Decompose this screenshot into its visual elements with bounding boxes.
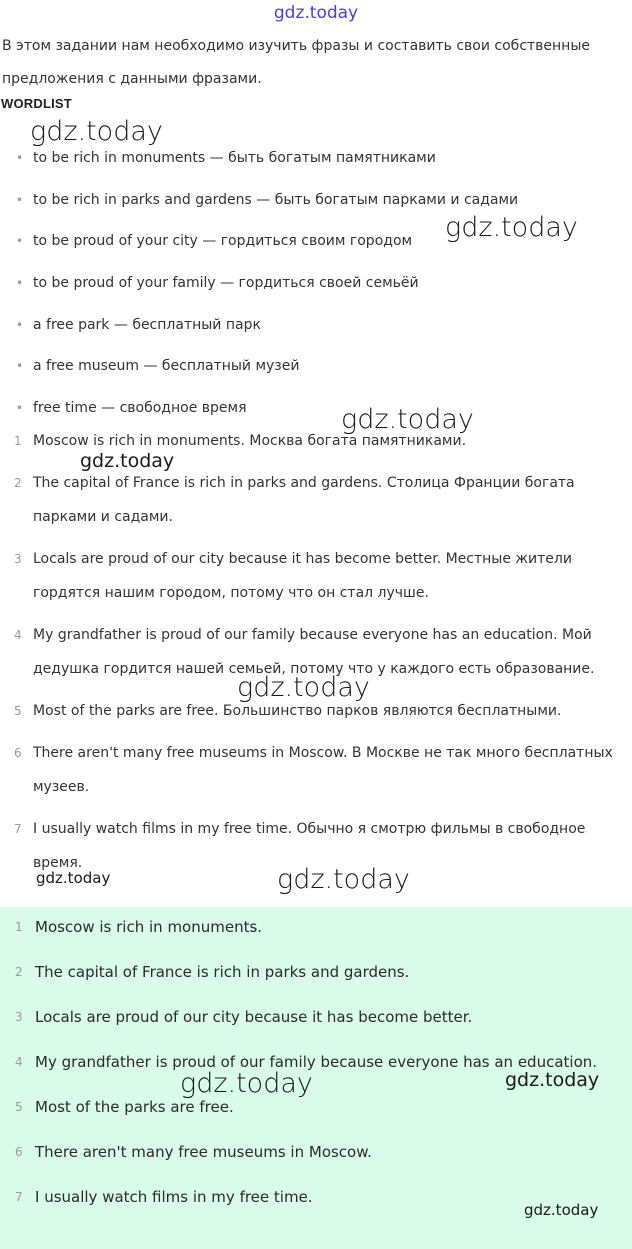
answer-text: My grandfather is proud of our family because everyone has an education. <box>35 1053 598 1071</box>
sentence-text: Most of the parks are free. Большинство парков являются бесплатными. <box>33 703 562 719</box>
wordlist-item-text: to be rich in monuments — быть богатым памятниками <box>33 150 436 166</box>
answer-number: 3 <box>15 1010 23 1024</box>
bullet-icon: • <box>16 276 24 291</box>
sentence-item <box>0 466 632 534</box>
sentence-text: There aren't many free museums in Moscow. В Москве не так много бесплатных музеев. <box>33 745 613 795</box>
watermark: gdz.today <box>505 1069 600 1091</box>
answer-item <box>0 909 632 945</box>
answer-number: 5 <box>15 1100 23 1114</box>
bullet-icon: • <box>16 234 24 249</box>
task-intro: В этом задании нам необходимо изучить фразы и составить свои собственные предложения с данными фразами. <box>2 38 591 87</box>
wordlist <box>0 138 632 430</box>
sentence-text: Moscow is rich in monuments. Москва богата памятниками. <box>33 433 467 449</box>
sentence-text: I usually watch films in my free time. Обычно я смотрю фильмы в свободное время. <box>33 821 586 871</box>
wordlist-heading: WORDLIST <box>1 96 72 111</box>
wordlist-item-text: free time — свободное время <box>33 400 247 417</box>
answer-text: I usually watch films in my free time. <box>35 1188 313 1206</box>
bullet-icon: • <box>16 151 24 165</box>
wordlist-item <box>0 346 632 388</box>
sentence-text: My grandfather is proud of our family because everyone has an education. Мой дедушка гордится нашей семьей, потому что у каждого есть образование. <box>33 627 595 677</box>
answer-text: There aren't many free museums in Moscow. <box>35 1143 372 1161</box>
answer-number: 2 <box>15 965 23 979</box>
answer-number: 7 <box>15 1190 23 1204</box>
answer-item <box>0 1089 632 1125</box>
site-logo[interactable]: gdz.today <box>273 3 359 23</box>
watermark: gdz.today <box>277 864 410 895</box>
sentence-text: The capital of France is rich in parks and gardens. Столица Франции богата парками и садами. <box>33 475 575 525</box>
watermark: gdz.today <box>180 1068 313 1099</box>
answer-sentences <box>0 909 632 1224</box>
bullet-icon: • <box>16 192 24 207</box>
sentence-number: 7 <box>14 822 22 836</box>
wordlist-item-text: a free park — бесплатный парк <box>33 316 261 333</box>
sentence-item <box>0 736 632 804</box>
wordlist-item-text: a free museum — бесплатный музей <box>33 358 300 375</box>
sentence-number: 3 <box>14 552 22 566</box>
sentence-number: 1 <box>14 434 22 448</box>
bullet-icon: • <box>16 317 24 332</box>
sentence-text: Locals are proud of our city because it has become better. Местные жители гордятся нашим городом, потому что он стал лучше. <box>33 551 572 601</box>
answer-item <box>0 954 632 990</box>
watermark: gdz.today <box>80 450 175 472</box>
watermark: gdz.today <box>237 672 370 703</box>
answer-number: 6 <box>15 1145 23 1159</box>
watermark: gdz.today <box>341 404 474 435</box>
wordlist-item-text: to be proud of your family — гордиться своей семьёй <box>33 275 419 292</box>
answer-number: 1 <box>15 920 23 934</box>
watermark: gdz.today <box>445 212 578 243</box>
watermark: gdz.today <box>524 1201 599 1219</box>
answer-text: Moscow is rich in monuments. <box>35 918 263 936</box>
wordlist-item-text: to be proud of your city — гордиться своим городом <box>33 233 413 250</box>
wordlist-item <box>0 305 632 347</box>
answer-item <box>0 1134 632 1170</box>
watermark: gdz.today <box>36 869 111 887</box>
example-sentences <box>0 424 632 888</box>
answer-text: The capital of France is rich in parks and gardens. <box>35 963 410 981</box>
sentence-number: 5 <box>14 704 22 718</box>
wordlist-item <box>0 263 632 305</box>
answer-text: Locals are proud of our city because it has become better. <box>35 1008 473 1026</box>
bullet-icon: • <box>16 359 24 374</box>
sentence-item <box>0 542 632 610</box>
answer-text: Most of the parks are free. <box>35 1098 234 1116</box>
sentence-number: 6 <box>14 746 22 760</box>
sentence-number: 2 <box>14 476 22 490</box>
sentence-number: 4 <box>14 628 22 642</box>
answer-number: 4 <box>15 1055 23 1069</box>
wordlist-item-text: to be rich in parks and gardens — быть богатым парками и садами <box>33 191 519 208</box>
bullet-icon: • <box>16 401 24 416</box>
watermark: gdz.today <box>30 116 163 147</box>
answer-item <box>0 999 632 1035</box>
